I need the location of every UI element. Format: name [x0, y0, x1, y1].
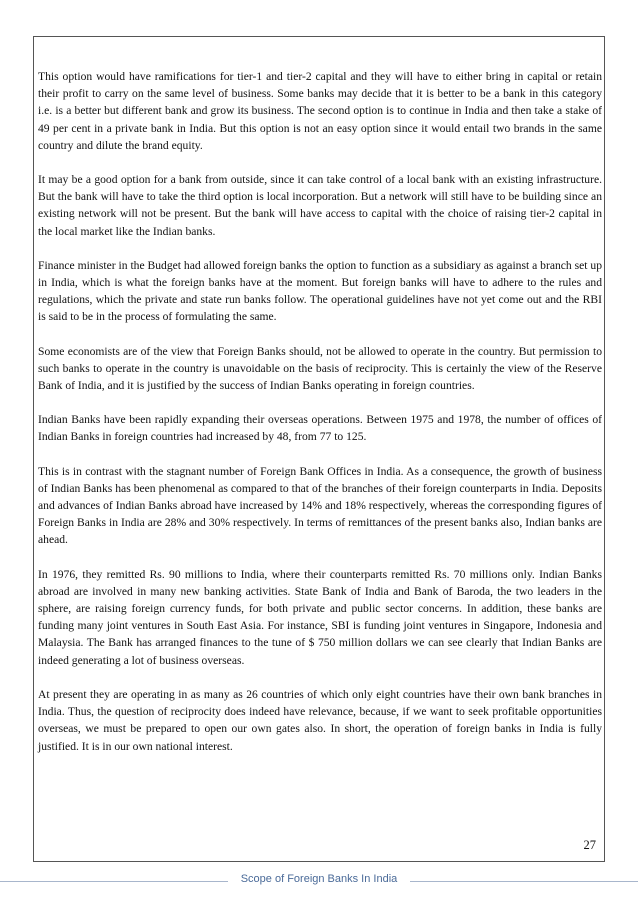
- paragraph-6: This is in contrast with the stagnant number of Foreign Bank Offices in India. As a consequence, the growth of business of Indian Banks has been phenomenal as compared to that of the branches of their foreign counterparts in India. Deposits and advances of Indian Banks abroad have increased by 14% and 18% respectively, whereas the corresponding figures of Foreign Banks in India are 28% and 30% respectively. In terms of remittances of the present banks also, Indian banks are ahead.: [38, 464, 602, 547]
- paragraph-7: In 1976, they remitted Rs. 90 millions to India, where their counterparts remitted Rs. 70 millions only. Indian Banks abroad are involved in many new banking activities. State Bank of India and Bank of Baroda, the two leaders in the sphere, are raising foreign currency funds, for both private and public sector concerns. In addition, these banks are funding many joint ventures in South East Asia. For instance, SBI is funding joint ventures in Singapore, Indonesia and Malaysia. The Bank has arranged finances to the tune of $ 750 million dollars we can see clearly that Indian Banks are indeed generating a lot of business overseas.: [38, 567, 602, 667]
- paragraph-5: Indian Banks have been rapidly expanding their overseas operations. Between 1975 and 1978, the number of offices of Indian Banks in foreign countries had increased by 48, from 77 to 125.: [38, 413, 602, 444]
- paragraph-8: At present they are operating in as many as 26 countries of which only eight countries have their own bank branches in India. Thus, the question of reciprocity does indeed have relevance, because, if we want to seek profitable opportunities overseas, we must be prepared to open our own gates also. In short, the operation of foreign banks in India is fully justified. It is in our own national interest.: [38, 687, 602, 753]
- paragraph-1: This option would have ramifications for tier-1 and tier-2 capital and they will have to either bring in capital or retain their profit to carry on the same level of business. Some banks may decide that it is better to be a bank in this category i.e. is a better but different bank and grow its business. The second option is to continue in India and then take a stake of 49 per cent in a private bank in India. But this option is not an easy option since it would entail two brands in the same country and dilute the brand equity.: [38, 70, 602, 152]
- paragraph-4: Some economists are of the view that Foreign Banks should, not be allowed to operate in the country. But permission to such banks to operate in the country is unavoidable on the basis of reciprocity. This is certainly the view of the Reserve Bank of India, and it is justified by the success of Indian Banks operating in foreign countries.: [38, 344, 602, 393]
- paragraph-3: Finance minister in the Budget had allowed foreign banks the option to function as a subsidiary as against a branch set up in India, which is what the foreign banks have at the moment. But foreign banks will have to adhere to the rules and regulations, which the private and state run banks follow. The operational guidelines have not yet come out and the RBI is said to be in the process of formulating the same.: [38, 258, 602, 324]
- footer-title: Scope of Foreign Banks In India: [240, 873, 398, 885]
- paragraph-2: It may be a good option for a bank from outside, since it can take control of a local bank with an existing infrastructure. But the bank will have to take the third option is local incorporation. But a network will still have to be building since an existing network will not be present. But the bank will have access to capital with the choice of raising tier-2 capital in the local market like the Indian banks.: [38, 173, 602, 238]
- page-number: 27: [583, 838, 596, 852]
- body-text: [38, 68, 602, 772]
